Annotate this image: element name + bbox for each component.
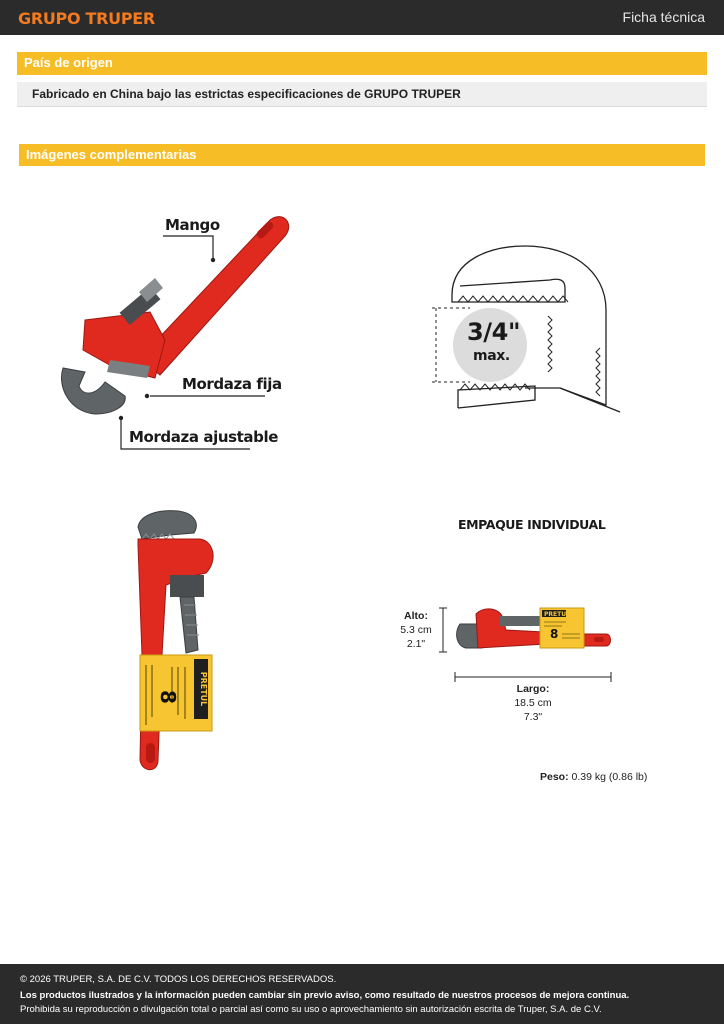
wrench-parts-illustration xyxy=(55,200,305,460)
svg-text:PRETUL: PRETUL xyxy=(199,671,208,707)
brand-logo: GRUPO TRUPER xyxy=(18,9,155,28)
jaw-capacity-diagram xyxy=(430,240,620,420)
page-title: Ficha técnica xyxy=(622,9,705,25)
package-weight xyxy=(540,770,672,784)
footer xyxy=(0,964,724,1024)
height-in: 2.1" xyxy=(406,638,426,650)
packaged-wrench-image xyxy=(128,505,228,780)
capacity-value: 3/4" xyxy=(467,318,521,346)
height-cm: 5.3 cm xyxy=(400,624,432,636)
origin-text: Fabricado en China bajo las estrictas especificaciones de GRUPO TRUPER xyxy=(17,82,707,107)
weight-label: Peso: xyxy=(540,771,569,783)
package-height xyxy=(398,609,434,651)
svg-text:8: 8 xyxy=(156,690,180,704)
origin-section-heading: País de origen xyxy=(17,52,707,75)
top-bar xyxy=(0,0,724,35)
capacity-suffix: max. xyxy=(473,348,510,364)
footer-copyright: © 2026 TRUPER, S.A. DE C.V. TODOS LOS DERECHOS RESERVADOS. xyxy=(20,974,337,985)
footer-legal: Prohibida su reproducción o divulgación total o parcial así como su uso o aprovechamiento sin autorización escrita de Truper, S.A. de C.V. xyxy=(20,1004,602,1015)
svg-text:8: 8 xyxy=(550,627,559,641)
length-cm: 18.5 cm xyxy=(514,697,552,709)
footer-notice: Los productos ilustrados y la información pueden cambiar sin previo aviso, como resultado de nuestros procesos de mejora continua. xyxy=(20,990,630,1001)
height-label: Alto: xyxy=(404,610,428,622)
package-length xyxy=(493,682,573,724)
label-handle: Mango xyxy=(165,216,220,234)
label-adjustable-jaw: Mordaza ajustable xyxy=(129,428,278,446)
length-label: Largo: xyxy=(516,683,550,695)
weight-value: 0.39 kg (0.86 lb) xyxy=(571,771,648,783)
images-section-heading: Imágenes complementarias xyxy=(19,144,705,166)
svg-text:PRETUL: PRETUL xyxy=(544,611,570,618)
length-in: 7.3" xyxy=(523,711,543,723)
packaged-wrench-horizontal-image xyxy=(454,604,614,654)
package-title: EMPAQUE INDIVIDUAL xyxy=(458,517,606,532)
label-fixed-jaw: Mordaza fija xyxy=(182,375,282,393)
height-dimension-line xyxy=(438,606,448,654)
